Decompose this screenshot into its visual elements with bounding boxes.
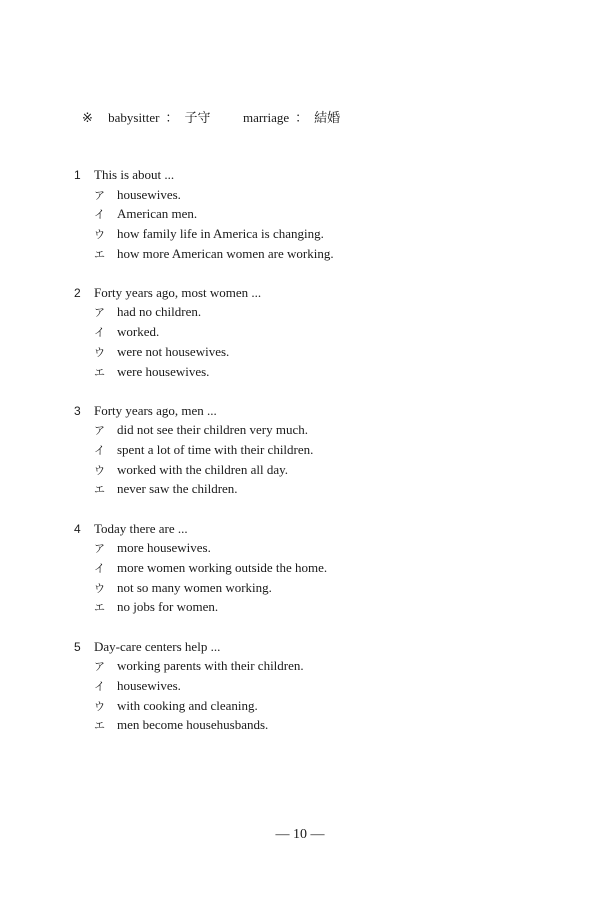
answer-option[interactable]	[74, 440, 574, 460]
option-label: イ	[94, 679, 105, 693]
option-label: イ	[94, 326, 105, 340]
option-text: had no children.	[117, 304, 202, 320]
question-number: 4	[74, 521, 81, 536]
option-text: were housewives.	[117, 363, 210, 379]
glossary-meaning: 子守	[184, 110, 211, 125]
option-text: never saw the children.	[117, 481, 238, 497]
glossary-separator: ：	[165, 110, 179, 125]
question-stem: Today there are ...	[94, 520, 188, 536]
glossary-term: marriage	[242, 110, 290, 125]
option-text: housewives.	[117, 677, 181, 693]
question-4	[74, 519, 574, 617]
question-stem: Day-care centers help ...	[94, 638, 221, 654]
answer-option[interactable]	[74, 578, 574, 598]
question-list	[74, 165, 574, 755]
option-label: ウ	[94, 581, 105, 595]
question-number: 1	[74, 167, 81, 182]
option-label: エ	[94, 365, 105, 379]
option-text: housewives.	[117, 186, 181, 202]
question-5	[74, 637, 574, 735]
option-text: American men.	[117, 206, 198, 222]
glossary-meaning: 結婚	[314, 110, 341, 125]
answer-option[interactable]	[74, 342, 574, 362]
answer-option[interactable]	[74, 598, 574, 618]
option-label: エ	[94, 247, 105, 261]
option-label: ウ	[94, 345, 105, 359]
glossary-separator: ：	[295, 110, 309, 125]
answer-option[interactable]	[74, 362, 574, 382]
reference-mark: ※	[82, 110, 93, 125]
option-text: were not housewives.	[117, 343, 230, 359]
option-label: ウ	[94, 463, 105, 477]
question-number: 3	[74, 403, 81, 418]
answer-option[interactable]	[74, 696, 574, 716]
answer-option[interactable]	[74, 656, 574, 676]
option-text: worked.	[117, 324, 160, 340]
answer-option[interactable]	[74, 480, 574, 500]
question-2	[74, 283, 574, 381]
question-number: 2	[74, 285, 81, 300]
option-label: エ	[94, 719, 105, 733]
option-text: not so many women working.	[117, 579, 272, 595]
question-3	[74, 401, 574, 499]
question-number: 5	[74, 639, 81, 654]
answer-option[interactable]	[74, 716, 574, 736]
answer-option[interactable]	[74, 303, 574, 323]
option-text: worked with the children all day.	[117, 461, 288, 477]
answer-option[interactable]	[74, 185, 574, 205]
answer-option[interactable]	[74, 322, 574, 342]
question-1	[74, 165, 574, 263]
option-label: イ	[94, 444, 105, 458]
option-text: men become househusbands.	[117, 717, 269, 733]
answer-option[interactable]	[74, 224, 574, 244]
option-text: spent a lot of time with their children.	[117, 442, 314, 458]
option-label: イ	[94, 208, 105, 222]
option-label: ア	[94, 188, 105, 202]
answer-option[interactable]	[74, 558, 574, 578]
page-number: — 10 —	[275, 827, 325, 842]
question-stem: Forty years ago, men ...	[94, 402, 217, 418]
option-label: イ	[94, 562, 105, 576]
option-text: no jobs for women.	[117, 599, 219, 615]
option-label: ウ	[94, 699, 105, 713]
answer-option[interactable]	[74, 204, 574, 224]
option-label: ア	[94, 306, 105, 320]
answer-option[interactable]	[74, 539, 574, 559]
answer-option[interactable]	[74, 676, 574, 696]
option-label: エ	[94, 601, 105, 615]
option-text: more women working outside the home.	[117, 560, 328, 576]
option-text: how family life in America is changing.	[117, 225, 324, 241]
question-stem: Forty years ago, most women ...	[94, 284, 262, 300]
option-text: how more American women are working.	[117, 245, 334, 261]
question-stem: This is about ...	[94, 166, 175, 182]
glossary-term: babysitter	[108, 110, 160, 125]
option-text: working parents with their children.	[117, 658, 304, 674]
answer-option[interactable]	[74, 421, 574, 441]
answer-option[interactable]	[74, 244, 574, 264]
glossary-note	[82, 107, 340, 126]
option-label: ア	[94, 660, 105, 674]
option-label: ア	[94, 424, 105, 438]
option-text: did not see their children very much.	[117, 422, 308, 438]
option-text: with cooking and cleaning.	[117, 697, 258, 713]
option-label: エ	[94, 483, 105, 497]
answer-option[interactable]	[74, 460, 574, 480]
option-label: ウ	[94, 227, 105, 241]
option-label: ア	[94, 542, 105, 556]
option-text: more housewives.	[117, 540, 211, 556]
